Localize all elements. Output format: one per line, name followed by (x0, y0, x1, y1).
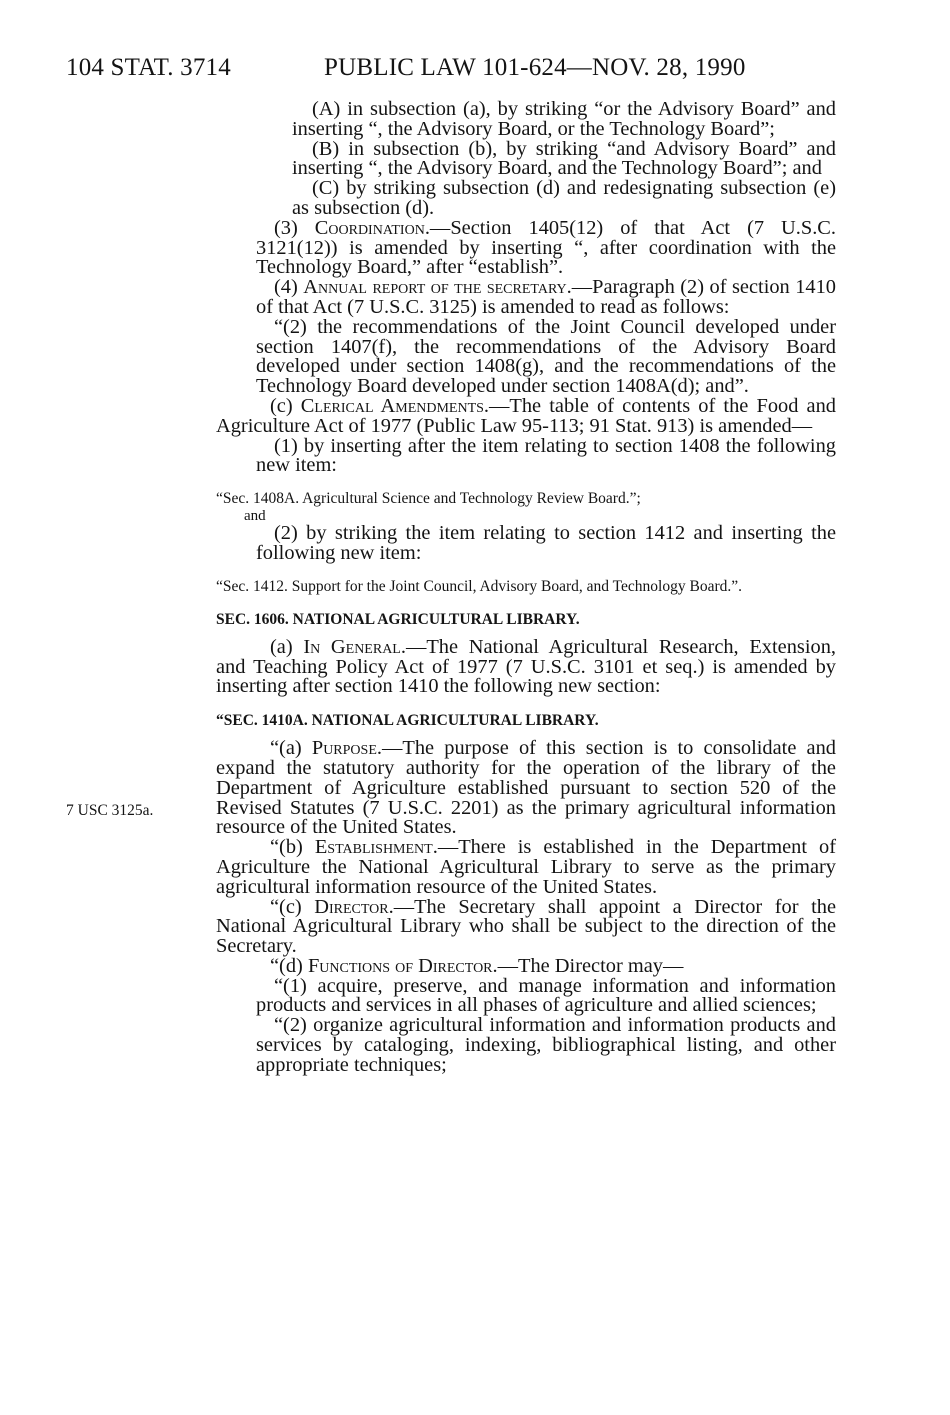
quoted-para-c-text: .—The Secretary shall appoint a Director for the National Agricultural Library who shall be subject to the direction of the Secretary. (216, 895, 836, 958)
quoted-para-a (216, 739, 836, 838)
quoted-para-c-heading: Director (314, 895, 389, 918)
para-c-text: .—The table of contents of the Food and Agriculture Act of 1977 (Public Law 95-113; 91 Stat. 913) is amended— (216, 394, 836, 437)
para-A: (A) in subsection (a), by striking “or the Advisory Board” and inserting “, the Advisory Board, or the Technology Board”; (292, 98, 836, 140)
para-B: (B) in subsection (b), by striking “and Advisory Board” and inserting “, the Advisory Board, and the Technology Board”; and (292, 137, 836, 180)
para-a (216, 635, 836, 698)
quoted-para-d (216, 954, 836, 977)
para-c-heading: Clerical Amendments (300, 394, 484, 417)
quoted-para-d-heading: Functions of Director (307, 954, 493, 977)
para-a-num: (a) (270, 635, 304, 658)
para-c2: (2) by striking the item relating to section 1412 and inserting the following new item: (256, 522, 836, 564)
para-4 (256, 278, 836, 318)
section-1606-heading: SEC. 1606. NATIONAL AGRICULTURAL LIBRARY. (216, 610, 580, 628)
para-a-heading: In General (303, 635, 401, 658)
quoted-para-d1: “(1) acquire, preserve, and manage information and information products and services in all phases of agriculture and allied sciences; (256, 974, 836, 1017)
quoted-para-c-num: “(c) (270, 895, 315, 918)
quoted-para-d-num: “(d) (270, 954, 308, 977)
para-4-num: (4) (274, 276, 304, 299)
toc-item-1412: “Sec. 1412. Support for the Joint Council, Advisory Board, and Technology Board.”. (216, 577, 742, 595)
quoted-para-c (216, 895, 836, 958)
quoted-para-a-num: “(a) (270, 737, 312, 760)
quoted-para-a-heading: Purpose (311, 737, 377, 760)
para-3 (256, 216, 837, 279)
para-4-text: .—Paragraph (2) of section 1410 of that Act (7 U.S.C. 3125) is amended to read as follows: (256, 276, 837, 318)
para-4-heading: Annual report of the secretary (303, 276, 567, 299)
para-c1: (1) by inserting after the item relating to section 1408 the following new item: (256, 434, 836, 477)
document-body (0, 100, 950, 1076)
quoted-para-b-num: “(b) (270, 836, 315, 859)
quoted-para-b-heading: Establishment (314, 836, 433, 859)
quoted-para-d-text: .—The Director may— (492, 954, 684, 977)
para-C: (C) by striking subsection (d) and redesignating subsection (e) as subsection (d). (292, 177, 836, 219)
running-head: PUBLIC LAW 101-624—NOV. 28, 1990 (324, 54, 746, 81)
quoted-para-d2: “(2) organize agricultural information and information products and services by cataloging, indexing, bibliographical listing, and other appropriate techniques; (256, 1014, 836, 1076)
quoted-para-b (216, 838, 836, 897)
quoted-para-b-text: .—There is established in the Department of Agriculture the National Agricultural Library to serve as the primary agricultural information resource of the United States. (216, 836, 836, 898)
para-3-heading: Coordination (314, 216, 425, 239)
para-c (216, 394, 836, 437)
margin-note-usc: 7 USC 3125a. (66, 802, 154, 819)
and-connector: and (244, 508, 266, 525)
para-3-text: .—Section 1405(12) of that Act (7 U.S.C. 3121(12)) is amended by inserting “, after coordination with the Technology Board,” after “establish”. (256, 216, 837, 279)
page-reference: 104 STAT. 3714 (66, 54, 231, 81)
section-1410A-heading: “SEC. 1410A. NATIONAL AGRICULTURAL LIBRARY. (216, 712, 599, 730)
quoted-para-a-text: .—The purpose of this section is to consolidate and expand the statutory authority for the operation of the library of the Department of Agriculture established pursuant to section 520 of the Revised Statutes (7 U.S.C. 2201) as the primary agricultural information resource of the United States. (216, 737, 836, 839)
quoted-para-2: “(2) the recommendations of the Joint Council developed under section 1407(f), the recommendations of the Advisory Board developed under section 1408(g), and the recommendations of the Technology Board developed under section 1408A(d); and”. (256, 315, 836, 398)
para-a-text: .—The National Agricultural Research, Extension, and Teaching Policy Act of 1977 (7 U.S.C. 3101 et seq.) is amended by inserting after section 1410 the following new section: (216, 635, 836, 698)
para-c-num: (c) (270, 394, 301, 417)
para-3-num: (3) (274, 216, 315, 239)
toc-item-1408A: “Sec. 1408A. Agricultural Science and Technology Review Board.”; (216, 490, 641, 508)
